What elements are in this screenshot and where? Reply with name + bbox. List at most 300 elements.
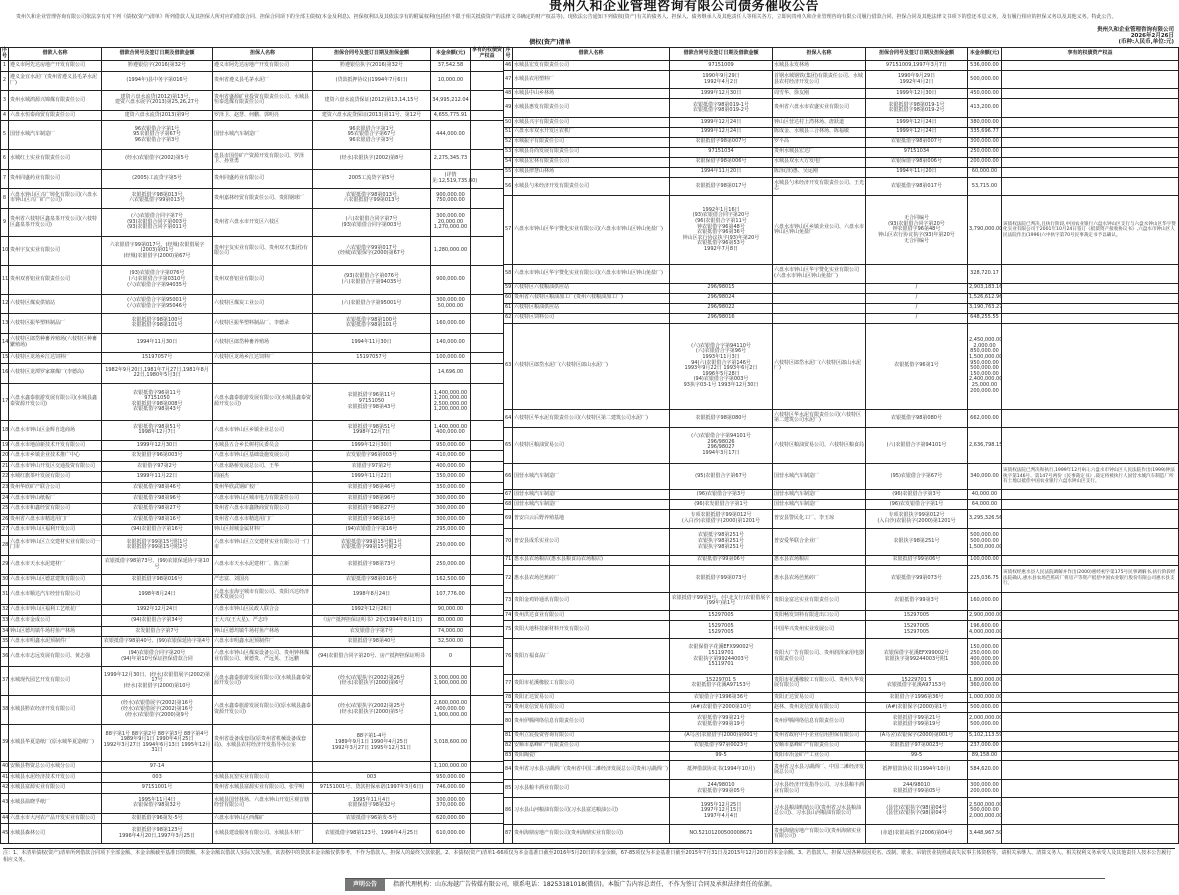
guarantee-contract: 农银抵借字98第51号 1998年12月7日: [313, 421, 431, 441]
table-row: [504, 713, 1179, 731]
table-row: [504, 779, 1179, 797]
loan-contract: 农银抵借字96第发-5号: [102, 813, 213, 824]
row-number: 51: [504, 127, 513, 137]
principal-balance: 1,100,000.00: [431, 762, 471, 773]
guarantee-contract: 农银抵借字98第27号: [313, 504, 431, 515]
loan-contract: 1995年12月25日 1997年12月15日 1997年4月4日: [670, 798, 773, 825]
guarantee-contract: [313, 762, 431, 773]
principal-balance: 1,280,000.00: [431, 237, 471, 266]
asset-rights: [1002, 89, 1179, 99]
debtor-name: 六盘水市钟山区福利工艺纸花厂: [9, 605, 102, 616]
asset-rights: [471, 824, 504, 844]
guarantee-contract: (A乌舍)农银保字(2000)第001号: [866, 731, 968, 741]
principal-balance: 300,000.00: [431, 493, 471, 504]
loan-contract: 1992年12月24日: [102, 605, 213, 616]
loan-contract: 296/98024: [670, 293, 773, 303]
loan-contract: 农银抵借字98第019-1号 农银抵借字98第019-2号: [670, 99, 773, 117]
guarantee-contract: 97151001号、贷款担保承诺(1997年3月6日): [313, 783, 431, 794]
table-row: [1, 169, 504, 189]
guarantor-name: 贵阳大广告有限公司、贵州润泽家用电器有限责任公司: [773, 639, 866, 674]
guarantee-contract: (县营)农银执字(98)第04号 (县营)农银执字(98)第04号: [866, 798, 968, 825]
guarantor-name: 六盘水市钟山区乡镇企业公司、六盘水市钟山区钟山免盐厂: [773, 196, 866, 265]
header-loan-contract: 借款合同号及签订日期及借款金额: [102, 48, 213, 61]
guarantor-name: 六盘水鑫泰旅游发展有限公司(水城县鑫泰资源开发公司): [213, 667, 313, 696]
table-row: [1, 575, 504, 586]
row-number: 82: [504, 741, 513, 751]
debtor-name: 惠水县农场芭蕉砖厂: [513, 565, 670, 592]
loan-contract: 15297005 15297005: [670, 620, 773, 638]
header-guarantor-name: 担保人名称: [213, 48, 313, 61]
asset-rights: [1002, 798, 1179, 825]
debt-table-left: [0, 47, 503, 844]
principal-balance: 2,903,183.16: [968, 283, 1002, 293]
debtor-name: 贵州伊腾网络信息有限责任公司: [513, 713, 670, 731]
row-number: 52: [504, 137, 513, 147]
asset-rights: [1002, 313, 1179, 323]
asset-rights: [471, 461, 504, 472]
table-row: [1, 237, 504, 266]
loan-contract: 88字第1号 88字第2号 88字第3号 88字第4号 1989年9月1日 1990年4月25日 1992年3月27日 1994年6月13日 1995年12月31日: [102, 724, 213, 762]
table-row: [504, 592, 1179, 610]
debtor-name: 国营水城汽车制造厂: [9, 121, 102, 150]
loan-contract: 15197057号: [102, 353, 213, 364]
principal-balance: 60,000.00: [968, 167, 1002, 177]
loan-contract: 农银借字97第2号: [102, 461, 213, 472]
principal-balance: 3,790,000.00: [968, 196, 1002, 265]
table-row: [1, 461, 504, 472]
guarantee-contract: 《房产抵押担保证明书》2份(1994年8月1日): [313, 615, 431, 626]
guarantor-name: 六盘水市钟山区城市电力有限责任公司: [213, 493, 313, 504]
principal-balance: 2,450,000.00 2,000.00 850,000.00 1,500,000.00 950,000.00 500,000.00 150,000.00 2,400,000.00 25,000.00 200,000.00: [968, 323, 1002, 409]
loan-contract: (A乌舍)农银借字(2000)第001号: [670, 731, 773, 741]
asset-rights: [1002, 283, 1179, 293]
loan-contract: 农银抵借字99第3号、(中北支行)农银借展字(99年)第1号: [670, 592, 773, 610]
guarantee-contract: 农银抵借字97第0023号: [866, 741, 968, 751]
principal-balance: 10,000.00: [431, 71, 471, 91]
guarantee-contract: 1994年11月30日: [313, 333, 431, 353]
guarantee-contract: 1992年12月26日: [313, 605, 431, 616]
guarantee-contract: 农银抵借字98第007号: [866, 137, 968, 147]
table-row: [1, 121, 504, 150]
table-row: [1, 514, 504, 525]
guarantor-name: [213, 363, 313, 383]
guarantee-contract: 农发银借合字第7号: [313, 626, 431, 637]
table-row: [1, 536, 504, 556]
guarantor-name: 赵林、贵州龙信贸易有限公司: [773, 703, 866, 713]
row-number: 53: [504, 147, 513, 157]
principal-balance: 4,655,775.91: [431, 110, 471, 121]
table-row: [504, 798, 1179, 825]
asset-rights: [471, 695, 504, 724]
debtor-name: 贵州龙信贸易有限公司: [513, 703, 670, 713]
guarantor-name: 严忠富、刘国亮: [213, 575, 313, 586]
principal-balance: 450,000.00: [968, 89, 1002, 99]
guarantor-name: 贵州省六盘水市农盛实业有限公司: [773, 99, 866, 117]
debtor-name: 六枝特区饲料公司: [513, 313, 670, 323]
asset-rights: [471, 353, 504, 364]
table-row: [504, 610, 1179, 620]
table-row: [1, 421, 504, 441]
debtor-name: 水城县森林公司: [9, 824, 102, 844]
table-row: [1, 472, 504, 483]
table-row: [504, 761, 1179, 779]
table-row: [504, 674, 1179, 692]
footer-tag: 声明公告: [345, 879, 385, 891]
principal-balance: 3,448,967.50: [968, 825, 1002, 844]
debtor-name: 贵阳正达贸易公司: [513, 693, 670, 703]
principal-balance: 444,000.00: [431, 121, 471, 150]
asset-rights: [471, 783, 504, 794]
asset-rights: [1002, 137, 1179, 147]
guarantor-name: 六盘水市海宇城市有限公司、贵阳兴达经济技术发展公司: [213, 585, 313, 605]
guarantor-name: 六盘水市钟山区民政人联合会: [213, 605, 313, 616]
asset-rights: [1002, 592, 1179, 610]
guarantor-name: 陈成金、水城县三合林场、陈福敏: [773, 127, 866, 137]
table-row: [504, 323, 1179, 409]
principal-balance: 950,000.00: [431, 440, 471, 451]
table-row: [504, 313, 1179, 323]
debtor-name: 水城县兴宇有限责任公司: [513, 117, 670, 127]
debtor-name: 六枝特区郎岱种畜养殖场(六枝特区种畜繁殖场): [9, 333, 102, 353]
loan-contract: 244/98010 农银抵借字99第05号: [670, 779, 773, 797]
loan-contract: 农银抵借字98第017号: [670, 177, 773, 195]
guarantor-name: [773, 303, 866, 313]
asset-rights: [1002, 99, 1179, 117]
loan-contract: 农银抵借字98第080号: [670, 409, 773, 427]
loan-contract: 99-5: [670, 751, 773, 761]
guarantee-contract: 1999年12月24日: [866, 127, 968, 137]
header-principal-balance: 本金余额(元): [431, 48, 471, 61]
guarantee-contract: 农银抵借字99第3号: [866, 592, 968, 610]
table-row: [1, 493, 504, 504]
row-number: 2: [1, 71, 9, 91]
debtor-name: 贵州省六枝特区鑫泉茶开发公司(六枝特区鑫泉茶开发公司): [9, 208, 102, 237]
loan-contract: 农银抵借字96第11号 97151050 农银抵借字98第008号 农银抵借字98第43号: [102, 383, 213, 421]
principal-balance: 300,000.00: [431, 504, 471, 515]
guarantee-contract: 农银抵借字98第73号: [313, 555, 431, 575]
debtor-name: 六盘水市双水开发区农机厂: [513, 127, 670, 137]
page-title: 贵州久和企业管理咨询有限公司债务催收公告: [548, 0, 819, 14]
loan-contract: 农银抵借字98第96号: [102, 493, 213, 504]
row-number: 67: [504, 490, 513, 500]
principal-balance: 300,000.00 50,000.00: [431, 294, 471, 314]
loan-contract: 农银抵借字98第46号: [102, 483, 213, 494]
guarantee-contract: /: [866, 313, 968, 323]
asset-rights: [1002, 639, 1179, 674]
guarantee-contract: (经水)农银执字(2002)第26号 (经水)农银执字(2000)第6号: [313, 667, 431, 696]
debtor-name: 水城县黔农经济开发有限公司: [9, 695, 102, 724]
guarantor-name: 钟山区德坞镇牛场村鱼产林场: [213, 626, 313, 637]
guarantor-name: 贵阳金富达实业有限责任公司: [773, 592, 866, 610]
row-number: 86: [504, 798, 513, 825]
guarantee-contract: (96)农银借合字第3号: [866, 490, 968, 500]
principal-balance: 196,600.00 4,000,000.00: [968, 620, 1002, 638]
loan-contract: 农发银借字96第003号: [102, 451, 213, 462]
debtor-name: 六盘水市钟山区德意建筑有限公司: [9, 575, 102, 586]
guarantor-name: 贵州省遵义县毛茅水泥厂: [213, 71, 313, 91]
guarantee-contract: 1999年12月30日: [866, 89, 968, 99]
table-row: [1, 783, 504, 794]
guarantor-name: 惠水县农场粮店: [773, 555, 866, 565]
loan-contract: (六)农银借合字第94101号 296/98026 296/98027 1994年3月17日: [670, 428, 773, 463]
row-number: 46: [504, 61, 513, 71]
guarantor-name: 六盘水鑫泰旅游发展有限公司(水城县鑫泰资源开发公司): [213, 383, 313, 421]
table-row: [504, 147, 1179, 157]
loan-contract: (94)农银借合字第34号: [102, 615, 213, 626]
principal-balance: 74,000.00: [431, 626, 471, 637]
guarantee-contract: 农银抵借字98第080号: [866, 409, 968, 427]
row-number: 57: [504, 196, 513, 265]
loan-contract: 1995年11月4日 农银保借字98第32号: [102, 793, 213, 813]
row-number: 8: [1, 189, 9, 209]
principal-balance: 3,000,000.00 1,900,000.00: [431, 667, 471, 696]
row-number: 70: [504, 528, 513, 555]
guarantor-name: 安顺市嘉峰矿产有限责任公司: [773, 741, 866, 751]
loan-contract: 专项农银抵借字99第012号 (入白沙)农银借字(2000)第1201号: [670, 510, 773, 528]
debtor-name: 六盘水市钟山区福利开发公司: [9, 525, 102, 536]
row-number: 50: [504, 117, 513, 127]
principal-balance: 37,542.58: [431, 61, 471, 72]
guarantee-contract: 农银抵借字96第发-5号: [313, 813, 431, 824]
row-number: 27: [1, 525, 9, 536]
principal-balance: 536,000.00: [968, 61, 1002, 71]
principal-balance: 237,000.00: [968, 741, 1002, 751]
guarantor-name: 水城县建设服务有限公司、水城县木材厂: [213, 824, 313, 844]
notes: 注：1、本清单债权(资产)清单所列借款合同项下全部金额、本金余额截至基准日的数额，本金余额以借款人实际欠款为准，该表格中的贷款本金余额仅供参考，不作为借款人、担保人的最终欠款依据。2、本债权(资产)清单1-66项仅为本金基准日截至2016年5月20日的本金余额，67-85项仅为本金基准日截至2015年7月31日及2015年12月20日的本金余额。3、若借款人、担保人因各种原因更名、改制、歇业、吊销营业执照或丧失民事主体资格等，请相关承继人、清算义务人、相关权利义务承受人及其他责任人按本公告履行相应义务。: [3, 848, 1175, 864]
principal-balance: 335,696.77: [968, 127, 1002, 137]
table-row: [1, 724, 504, 762]
debtor-name: 贵阳陶瓷厂: [513, 751, 670, 761]
principal-balance: 107,776.00: [431, 585, 471, 605]
guarantor-name: 陈泽(泽)惠、吴运刚: [773, 167, 866, 177]
asset-rights: [1002, 761, 1179, 779]
debtor-name: 六枝特区粮油供应站: [513, 303, 670, 313]
guarantor-name: 六枝特区郎岱种畜养殖场: [213, 333, 313, 353]
debtor-name: 贵阳万福食品厂: [513, 639, 670, 674]
principal-balance: 53,715.00: [968, 177, 1002, 195]
guarantor-name: 水城县双水大方发电厂: [773, 157, 866, 167]
loan-contract: 农银抵借字99第06号: [670, 555, 773, 565]
guarantor-name: 贵阳市花溪橡胶工有限公司、贵州久华发展有限公司: [773, 674, 866, 692]
asset-rights: [471, 615, 504, 626]
principal-balance: 340,000.00: [968, 463, 1002, 490]
debtor-name: 贵州双喜铝业有限责任公司: [9, 265, 102, 294]
row-number: 6: [1, 149, 9, 169]
row-number: 36: [1, 647, 9, 667]
debtor-name: 六枝特区六枝粮油供应站: [513, 283, 670, 293]
principal-balance: 100,000.00: [968, 555, 1002, 565]
guarantor-name: 贵州省六盘水市鑫隆商贸有限公司: [213, 504, 313, 515]
debtor-name: 普安白云后野养殖基地: [513, 510, 670, 528]
guarantor-name: 六盘水路桥发展总公司、王华: [213, 461, 313, 472]
asset-rights: [1002, 323, 1179, 409]
asset-rights: [471, 421, 504, 441]
debtor-name: 贵阳大地科技新材料开发有限公司: [513, 620, 670, 638]
asset-rights: [1002, 490, 1179, 500]
row-number: 71: [504, 555, 513, 565]
guarantor-name: 国营水城汽车制造厂: [213, 121, 313, 150]
principal-balance: 620,000.00: [431, 813, 471, 824]
guarantor-name: 六盘水市钟山区立交建材实业有限公司一门市: [213, 536, 313, 556]
table-row: [1, 605, 504, 616]
guarantor-name: 贵州双喜铝业有限公司: [213, 265, 313, 294]
asset-rights: [1002, 703, 1179, 713]
asset-rights: [471, 237, 504, 266]
guarantee-contract: 1998年8月24日: [313, 585, 431, 605]
guarantor-name: 首钢水城钢铁(集团)有限责任公司、水城县农村经济开发公司: [773, 70, 866, 88]
guarantor-name: 贵阳市冶金矿产工业公司: [773, 751, 866, 761]
loan-contract: 农银抵借字98第40号、(99)农银保延协字第4号: [102, 637, 213, 648]
asset-rights: [471, 724, 504, 762]
row-number: 81: [504, 731, 513, 741]
asset-rights: [1002, 510, 1179, 528]
row-number: 16: [1, 363, 9, 383]
guarantor-name: 惠水县农场芭蕉砖厂: [773, 565, 866, 592]
debtor-name: 水城县律慧山林场: [513, 167, 670, 177]
table-row: [504, 555, 1179, 565]
row-number: 40: [1, 762, 9, 773]
asset-rights: [471, 793, 504, 813]
table-row: [504, 639, 1179, 674]
header-principal-balance: 本金余额(元): [968, 48, 1002, 61]
guarantor-name: 六盘水市天水水泥建材厂、陈立新: [213, 555, 313, 575]
guarantee-contract: (贷款抵押协议)(1994年7月6日): [313, 71, 431, 91]
loan-contract: (六)农银借合同字第7号 (93)农银借合同字第003号 (93)农银借合同字第011号: [102, 208, 213, 237]
debtor-name: 水城县中山乡林场: [513, 89, 670, 99]
asset-rights: [1002, 674, 1179, 692]
guarantor-name: 普安县警民化工厂、李玉琼: [773, 510, 866, 528]
row-number: 61: [504, 303, 513, 313]
loan-contract: 1994年11月20日: [670, 167, 773, 177]
loan-contract: 1999年12月30日: [102, 440, 213, 451]
table-row: [504, 157, 1179, 167]
guarantee-contract: 农银抵借字99第06号: [866, 555, 968, 565]
asset-rights: [471, 605, 504, 616]
table-row: [504, 265, 1179, 283]
principal-balance: 300,000.00 200,000.00: [968, 779, 1002, 797]
row-number: 10: [1, 237, 9, 266]
table-row: [504, 196, 1179, 265]
debtor-name: 贵州立宸投资咨询有限公司: [513, 731, 670, 741]
table-row: [504, 99, 1179, 117]
row-number: 75: [504, 620, 513, 638]
row-number: 77: [504, 674, 513, 692]
table-header-row: [1, 48, 504, 61]
guarantee-contract: 99-5: [866, 751, 968, 761]
row-number: 33: [1, 615, 9, 626]
debtor-name: 水城县勺米经济开发有限责任公司: [513, 177, 670, 195]
loan-contract: 黔遵银信字(2016)第32号: [102, 61, 213, 72]
row-number: 12: [1, 294, 9, 314]
table-row: [504, 127, 1179, 137]
loan-contract: (经水)农银借字(2002)第5号: [102, 149, 213, 169]
guarantor-name: 国营水城汽车制造厂: [773, 463, 866, 490]
loan-contract: 1994年11月30日: [102, 333, 213, 353]
principal-balance: 250,000.00: [968, 147, 1002, 157]
debtor-name: 水城县华夏造纸厂(原水城华夏造纸厂): [9, 724, 102, 762]
table-row: [504, 825, 1179, 844]
asset-rights: [471, 813, 504, 824]
asset-rights: [1002, 610, 1179, 620]
guarantor-name: 水城县勺米经济开发有限责任公司、王光志: [773, 177, 866, 195]
guarantee-contract: 六农银借字99第017号 (经城)农银保字(2000)第67号: [313, 237, 431, 266]
debtor-name: 贵州同盛药业有限公司: [9, 169, 102, 189]
table-row: [504, 463, 1179, 490]
header-debtor-name: 借款人名称: [9, 48, 102, 61]
debtor-name: 水城县温晓孚纸厂: [9, 793, 102, 813]
principal-balance: 413,200.00: [968, 99, 1002, 117]
guarantee-contract: 97151009,1997年3月7日: [866, 61, 968, 71]
table-row: [1, 440, 504, 451]
debtor-name: 六盘水市地前新技术开发有限公司: [9, 440, 102, 451]
row-number: 18: [1, 421, 9, 441]
row-number: 48: [504, 89, 513, 99]
guarantee-contract: 建资六盘水流贷保证(2013)第11号、第12号: [313, 110, 431, 121]
row-number: 37: [1, 667, 9, 696]
asset-rights: [1002, 70, 1179, 88]
row-number: 15: [1, 353, 9, 364]
principal-balance: 40,000.00: [968, 490, 1002, 500]
guarantor-name: 贵州省六盘水市精选用门厂: [213, 514, 313, 525]
guarantee-contract: 农银保借字98第006号: [866, 157, 968, 167]
principal-balance: 328,720.17: [968, 265, 1002, 283]
row-number: 17: [1, 383, 9, 421]
debtor-name: 六盘水市钟山区华宇赞化实业有限公司(六盘水市钟山区钟山免盐厂): [513, 265, 670, 283]
debtor-name: 贵阳市花溪橡胶工有限公司: [513, 674, 670, 692]
guarantor-name: 六枝特区郎岱水泥厂(六枝特区郎山水泥厂): [773, 323, 866, 409]
principal-balance: 2,275,345.73: [431, 149, 471, 169]
guarantor-name: 贵阳畅发饲料有限进出口公司: [773, 610, 866, 620]
principal-balance: 1,400,000.00 400,000.00: [431, 421, 471, 441]
guarantor-name: 贵州伊腾网络信息有限责任公司: [773, 713, 866, 731]
loan-contract: 农银抵借字98第123号 1996年4月20日,1997年3月25日: [102, 824, 213, 844]
guarantee-contract: 农银抵借字98第16号: [313, 514, 431, 525]
debtor-name: 遵义市阿先达房地产开发有限公司: [9, 61, 102, 72]
loan-contract: 15297005: [670, 610, 773, 620]
principal-balance: 300,000.00: [431, 514, 471, 525]
guarantee-contract: [313, 363, 431, 383]
row-number: 58: [504, 265, 513, 283]
principal-balance: 300,000.00: [968, 137, 1002, 147]
header-debtor-name: 借款人名称: [513, 48, 670, 61]
debtor-name: 贵州海鼎房地产有限公司(贵州海鼎实业有限公司): [513, 825, 670, 844]
asset-rights: [471, 363, 504, 383]
table-row: [504, 303, 1179, 313]
debtor-name: 水城县肖尚发展有限责任公司: [513, 147, 670, 157]
guarantee-contract: 农银抵借字98第100号 农银抵借字98第101号: [313, 314, 431, 334]
guarantee-contract: 农银抵借字98第016号: [313, 575, 431, 586]
asset-rights: [1002, 167, 1179, 177]
debtor-name: 水城县农用塑料厂: [513, 70, 670, 88]
loan-contract: 农银抵借字98第73号、(99)农银保延协字第10号: [102, 555, 213, 575]
guarantor-name: 贵州嘉林经贸有限责任公司、贵阳钢球厂: [213, 189, 313, 209]
table-row: [1, 647, 504, 667]
asset-rights: [1002, 303, 1179, 313]
asset-rights: [1002, 555, 1179, 565]
guarantee-contract: 1995年11月4日 农银保借字98第32号: [313, 793, 431, 813]
asset-rights: [471, 121, 504, 150]
asset-rights: [471, 333, 504, 353]
footer-disclaimer: [345, 878, 1105, 890]
guarantee-contract: 244/98010 农银抵借字99第05号: [866, 779, 968, 797]
header-row-number: 序号: [505, 47, 511, 59]
asset-rights: [471, 472, 504, 483]
guarantor-name: 水城县五合乡长树村民委员会: [213, 440, 313, 451]
debtor-name: 六枝特区粮油贸易公司: [513, 428, 670, 463]
principal-balance: 80,000.00: [431, 615, 471, 626]
asset-rights: [1002, 147, 1179, 157]
table-row: [504, 565, 1179, 592]
